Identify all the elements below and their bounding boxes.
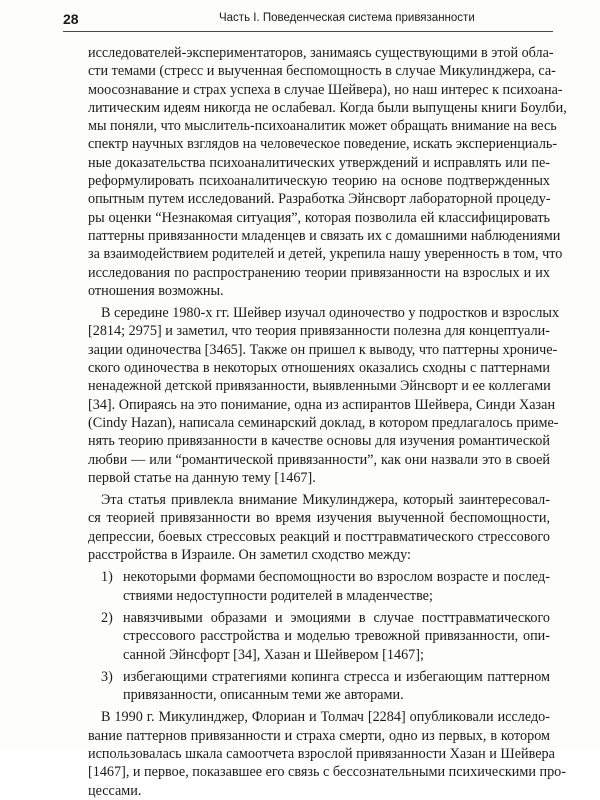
list-item <box>88 609 550 664</box>
text-line: ненадежной детской привязанности, выявленными Эйнсворт и ее коллегами <box>88 378 551 395</box>
text-line: спектр научных взглядов на человеческое поведение, искать экспериенциаль- <box>88 136 558 153</box>
paragraph <box>88 304 560 487</box>
list-item <box>88 668 550 705</box>
paragraph <box>88 491 550 564</box>
paragraph <box>88 44 567 300</box>
list-item-text: некоторыми формами беспомощности во взрослом возрасте и послед- <box>123 569 550 586</box>
text-line: расстройства в Израиле. Он заметил сходство между: <box>88 547 411 564</box>
text-line: [34]. Опираясь на это понимание, одна из аспирантов Шейвера, Синди Хазан <box>88 396 556 413</box>
list-item-line: ствиями недоступности родителей в младенчестве; <box>123 587 433 604</box>
final-paragraph <box>88 708 566 799</box>
list-item-text: навязчивыми образами и эмоциями в случае посттравматического <box>123 609 550 626</box>
text-line: (Cindy Hazan), написала семинарский доклад, в котором предлагалось приме- <box>88 414 559 431</box>
text-line: первой статье на данную тему [1467]. <box>88 469 316 486</box>
text-line: паттерны привязанности младенцев и связать их с домашними наблюдениями <box>88 227 561 244</box>
list-item-first-line <box>88 668 550 686</box>
list-item-line: стрессового расстройства и моделью тревожной привязанности, опи- <box>123 628 550 645</box>
list-item-line: санной Эйнсфорт [34], Хазан и Шейвером [1467]; <box>123 646 424 663</box>
text-line: реформулировать психоаналитическую теорию на основе подтвержденных <box>88 173 550 190</box>
list-item-text: избегающими стратегиями копинга стресса и избегающим паттерном <box>123 668 550 685</box>
numbered-list <box>88 568 550 708</box>
text-line: за взаимодействием родителей и детей, укрепила нашу уверенность в том, что <box>88 246 563 263</box>
text-line: В 1990 г. Микулинджер, Флориан и Толмач [2284] опубликовали исследо- <box>101 709 550 726</box>
text-line: В середине 1980-х гг. Шейвер изучал одиночество у подростков и взрослых <box>101 305 560 322</box>
text-line: исследователей-экспериментаторов, занимаясь существующими в этой обла- <box>88 45 554 61</box>
list-item-line: привязанности, описанным теми же авторами. <box>123 687 404 704</box>
list-marker: 2) <box>101 609 113 626</box>
page-number: 28 <box>63 11 79 27</box>
text-line: исследования по распространению теории привязанности на взрослых и их <box>88 264 550 281</box>
text-line: депрессии, боевых стрессовых реакций и посттравматического стрессового <box>88 528 550 545</box>
text-line: цессами. <box>88 782 142 799</box>
list-item <box>88 568 550 605</box>
text-line: моосознавание и страх успеха в случае Шейвера), но наш интерес к психоана- <box>88 81 563 98</box>
text-line: вание паттернов привязанности и страха смерти, одно из первых, в котором <box>88 727 550 744</box>
text-line: опытным путем исследований. Разработка Эйнсворт лабораторной процеду- <box>88 191 551 208</box>
text-line: литическим идеям никогда не ослабевал. Когда были выпущены книги Боулби, <box>88 99 567 116</box>
text-line: использовалась шкала самоотчета взрослой привязанности Хазан и Шейвера <box>88 745 555 762</box>
text-line: [1467], и первое, показавшее его связь с бессознательными психическими про- <box>88 764 566 781</box>
text-line: ры оценки “Незнакомая ситуация”, которая позволила ей классифицировать <box>88 209 550 226</box>
list-item-first-line <box>88 568 550 586</box>
text-line: ся теорией привязанности во время изучения выученной беспомощности, <box>88 510 550 527</box>
text-line: зации одиночества [3465]. Также он пришел к выводу, что паттерны хрониче- <box>88 341 558 358</box>
list-item-first-line <box>88 609 550 627</box>
running-head: Часть I. Поведенческая система привязанности <box>219 12 475 24</box>
text-line: ского одиночества в некоторых отношениях оказались сходны с паттернами <box>88 360 550 377</box>
text-line: отношения возможны. <box>88 282 224 299</box>
text-line: [2814; 2975] и заметил, что теория привязанности полезна для концептуали- <box>88 323 550 340</box>
list-marker: 3) <box>101 668 113 685</box>
text-line: сти темами (стресс и выученная беспомощность в случае Микулинджера, са- <box>88 63 556 80</box>
page-header <box>63 9 553 32</box>
text-line: мы поняли, что мыслитель-психоаналитик может обращать внимание на весь <box>88 118 557 135</box>
text-line: Эта статья привлекла внимание Микулинджера, который заинтересовал- <box>101 492 550 509</box>
text-line: нять теорию привязанности в качестве основы для изучения романтической <box>88 433 550 450</box>
text-line: ные доказательства психоаналитических утверждений и исправлять или пе- <box>88 154 550 171</box>
body-text <box>88 44 567 800</box>
paragraphs <box>88 44 567 568</box>
list-marker: 1) <box>101 569 113 586</box>
text-line: любви — или “романтической привязанности”, как они назвали это в своей <box>88 451 550 468</box>
